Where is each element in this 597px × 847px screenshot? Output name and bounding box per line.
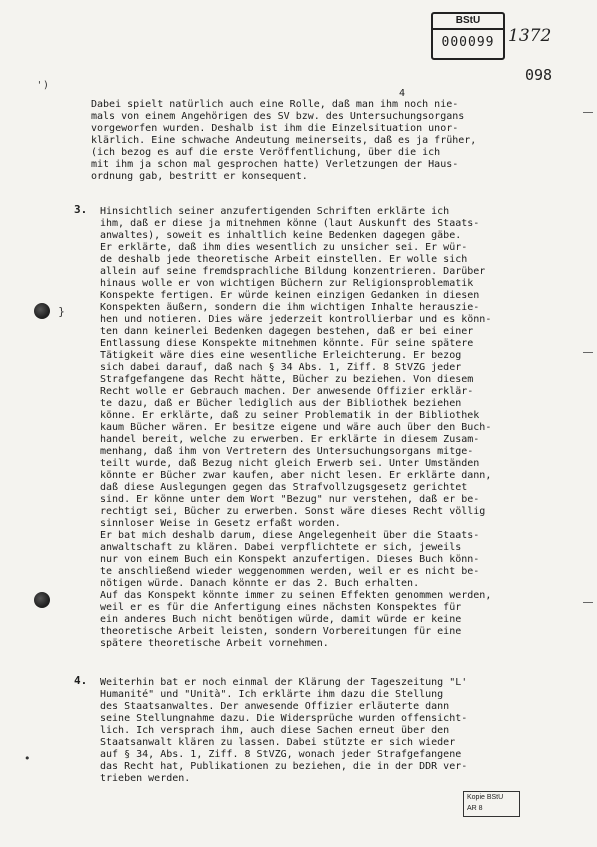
copy-stamp-line1: Kopie BStU	[467, 794, 504, 801]
text-line: könne. Er erklärte, daß zu seiner Problematik in der Bibliothek	[100, 410, 480, 421]
text-line: trieben werden.	[100, 773, 191, 784]
text-line: Konspekten äußern, sondern die ihm wichtigen Inhalte herauszie-	[100, 302, 480, 313]
text-line: hinaus wolle er von wichtigen Büchern zur Religionsproblematik	[100, 278, 474, 289]
text-line: ein anderes Buch nicht benötigen würde, damit würde er keine	[100, 614, 462, 625]
text-line: Er bat mich deshalb darum, diese Angelegenheit über die Staats-	[100, 530, 480, 541]
text-line: menhang, daß ihm von Vertretern des Untersuchungsorgans mitge-	[100, 446, 474, 457]
scan-edge-mark	[583, 352, 593, 353]
text-line: sind. Er könne unter dem Wort "Bezug" nur verstehen, daß er be-	[100, 494, 480, 505]
text-line: weil er es für die Anfertigung eines nächsten Konspektes für	[100, 602, 462, 613]
text-line: Hinsichtlich seiner anzufertigenden Schriften erklärte ich	[100, 206, 450, 217]
text-line: seine Stellungnahme dazu. Die Widersprüche wurden offensicht-	[100, 713, 468, 724]
text-line: klärlich. Eine schwache Andeutung meinerseits, daß es ja früher,	[91, 135, 477, 146]
paragraph-number: 3.	[74, 203, 88, 216]
text-line: nötigen würde. Danach könnte er das 2. Buch erhalten.	[100, 578, 420, 589]
text-line: Konspekte fertigen. Er würde keinen einzigen Gedanken in diesen	[100, 290, 480, 301]
text-line: daß diese Auslegungen gegen das Strafvollzugsgesetz gerichtet	[100, 482, 468, 493]
text-line: Weiterhin bat er noch einmal der Klärung der Tageszeitung "L'	[100, 677, 468, 688]
handwritten-page-number: 098	[525, 66, 553, 84]
text-line: Recht wolle er Gebrauch machen. Der anwesende Offizier erklär-	[100, 386, 474, 397]
handwritten-folio-number: 1372	[508, 26, 552, 46]
text-line: Staatsanwalt klären zu lassen. Dabei stützte er sich wieder	[100, 737, 456, 748]
text-line: sich dabei darauf, daß nach § 34 Abs. 1, Ziff. 8 StVZG jeder	[100, 362, 462, 373]
text-line: mit ihm ja schon mal gesprochen hatte) Verletzungen der Haus-	[91, 159, 459, 170]
text-line: ten dann keinerlei Bedenken dagegen bestehen, daß er bei einer	[100, 326, 474, 337]
text-line: anwaltes), soweit es inhaltlich keine Bedenken dagegen gäbe.	[100, 230, 462, 241]
text-line: Tätigkeit wäre dies eine wesentliche Erleichterung. Er bezog	[100, 350, 462, 361]
text-line: des Staatsanwaltes. Der anwesende Offizier erläuterte dann	[100, 701, 450, 712]
corner-mark: ' )	[38, 80, 48, 91]
text-line: de deshalb jede theoretische Arbeit einstellen. Er wolle sich	[100, 254, 468, 265]
text-line: lich. Ich versprach ihm, auch diese Sachen erneut über den	[100, 725, 450, 736]
archive-stamp	[431, 12, 505, 60]
scan-edge-mark	[583, 602, 593, 603]
text-line: theoretische Arbeit leisten, sondern Vorbereitungen für eine	[100, 626, 462, 637]
text-line: vorgeworfen wurden. Deshalb ist ihm die Einzelsituation unor-	[91, 123, 459, 134]
text-line: Entlassung diese Konspekte mitnehmen könnte. Für seine spätere	[100, 338, 474, 349]
scan-edge-mark	[583, 112, 593, 113]
text-line: rechtigt sei, Bücher zu erwerben. Sonst wäre dieses Recht völlig	[100, 506, 486, 517]
margin-mark: •	[24, 752, 31, 765]
paragraph-number: 4.	[74, 674, 88, 687]
text-line: Humanité" und "Unità". Ich erklärte ihm dazu die Stellung	[100, 689, 444, 700]
margin-mark: }	[58, 305, 65, 318]
text-line: ihm, daß er diese ja mitnehmen könne (laut Auskunft des Staats-	[100, 218, 480, 229]
text-line: auf § 34, Abs. 1, Ziff. 8 StVZG, wonach jeder Strafgefangene	[100, 749, 462, 760]
text-line: te dazu, daß er Bücher lediglich aus der Bibliothek beziehen	[100, 398, 462, 409]
text-line: handel bereit, welche zu erwerben. Er erklärte in diesem Zusam-	[100, 434, 480, 445]
text-line: hen und notieren. Dies wäre jederzeit kontrollierbar und es könn-	[100, 314, 492, 325]
stamp-header: BStU	[433, 14, 503, 30]
text-line: te anschließend wieder weggenommen werden, weil er es nicht be-	[100, 566, 480, 577]
text-line: könnte er Bücher zwar kaufen, aber nicht lesen. Er erklärte dann,	[100, 470, 492, 481]
text-line: sinnloser Weise in Gesetz erfaßt worden.	[100, 518, 341, 529]
text-line: nur von einem Buch ein Konspekt anzufertigen. Dieses Buch könn-	[100, 554, 480, 565]
text-line: spätere theoretische Arbeit vornehmen.	[100, 638, 329, 649]
text-line: allein auf seine fremdsprachliche Bildung konzentrieren. Darüber	[100, 266, 486, 277]
stamp-number: 000099	[441, 35, 495, 50]
text-line: anwaltschaft zu klären. Dabei verpflichtete er sich, jeweils	[100, 542, 462, 553]
copy-stamp-line2: AR 8	[467, 805, 483, 812]
text-line: Dabei spielt natürlich auch eine Rolle, daß man ihm noch nie-	[91, 99, 459, 110]
text-line: ordnung gab, bestritt er konsequent.	[91, 171, 308, 182]
punch-hole	[34, 303, 50, 319]
text-line: mals von einem Angehörigen des SV bzw. des Untersuchungsorgans	[91, 111, 465, 122]
text-line: Er erklärte, daß ihm dies wesentlich zu unsicher sei. Er wür-	[100, 242, 468, 253]
text-line: Strafgefangene das Recht hätte, Bücher zu beziehen. Von diesem	[100, 374, 474, 385]
text-line: teilt wurde, daß Bezug nicht gleich Erwerb sei. Unter Umständen	[100, 458, 480, 469]
page-number: 4	[399, 88, 406, 99]
text-line: Auf das Konspekt könnte immer zu seinen Effekten genommen werden,	[100, 590, 492, 601]
punch-hole	[34, 592, 50, 608]
text-line: kaum Bücher wären. Er besitze eigene und wäre auch über den Buch-	[100, 422, 492, 433]
text-line: das Recht hat, Publikationen zu beziehen, die in der DDR ver-	[100, 761, 468, 772]
text-line: (ich bezog es auf die erste Veröffentlichung, über die ich	[91, 147, 441, 158]
copy-stamp	[463, 791, 520, 817]
